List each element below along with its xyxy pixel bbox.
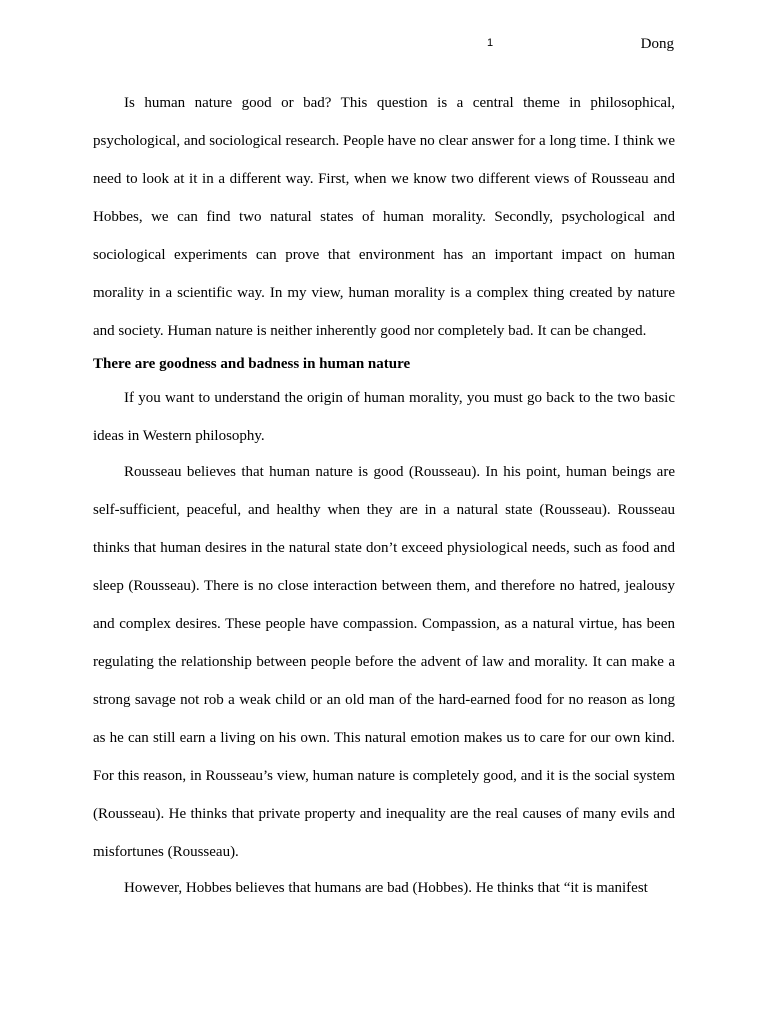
body-paragraph: If you want to understand the origin of human morality, you must go back to the two basic ideas in Western philosophy. bbox=[93, 390, 675, 444]
running-header-author: Dong bbox=[640, 36, 674, 52]
section-heading: There are goodness and badness in human nature bbox=[93, 356, 411, 372]
intro-paragraph: Is human nature good or bad? This question is a central theme in philosophical, psychological, and sociological research. People have no clear answer for a long time. I think we need to look at it in a different way. First, when we know two different views of Rousseau and Hobbes, we can find two natural states of human morality. Secondly, psychological and sociological experiments can prove that environment has an important impact on human morality in a scientific way. In my view, human morality is a complex thing created by nature and society. Human nature is neither inherently good nor completely bad. It can be changed. bbox=[93, 95, 675, 339]
page-number: 1 bbox=[487, 37, 494, 49]
body-paragraph: However, Hobbes believes that humans are bad (Hobbes). He thinks that “it is manifest bbox=[124, 880, 648, 896]
document-body bbox=[93, 84, 675, 907]
body-paragraph: Rousseau believes that human nature is good (Rousseau). In his point, human beings are self-sufficient, peaceful, and healthy when they are in a natural state (Rousseau). Rousseau thinks that human desires in the natural state don’t exceed physiological needs, such as food and sleep (Rousseau). There is no close interaction between them, and therefore no hatred, jealousy and complex desires. These people have compassion. Compassion, as a natural virtue, has been regulating the relationship between people before the advent of law and morality. It can make a strong savage not rob a weak child or an old man of the hard-earned food for no reason as long as he can still earn a living on his own. This natural emotion makes us to care for our own kind. For this reason, in Rousseau’s view, human nature is completely good, and it is the social system (Rousseau). He thinks that private property and inequality are the real causes of many evils and misfortunes (Rousseau). bbox=[93, 464, 675, 860]
